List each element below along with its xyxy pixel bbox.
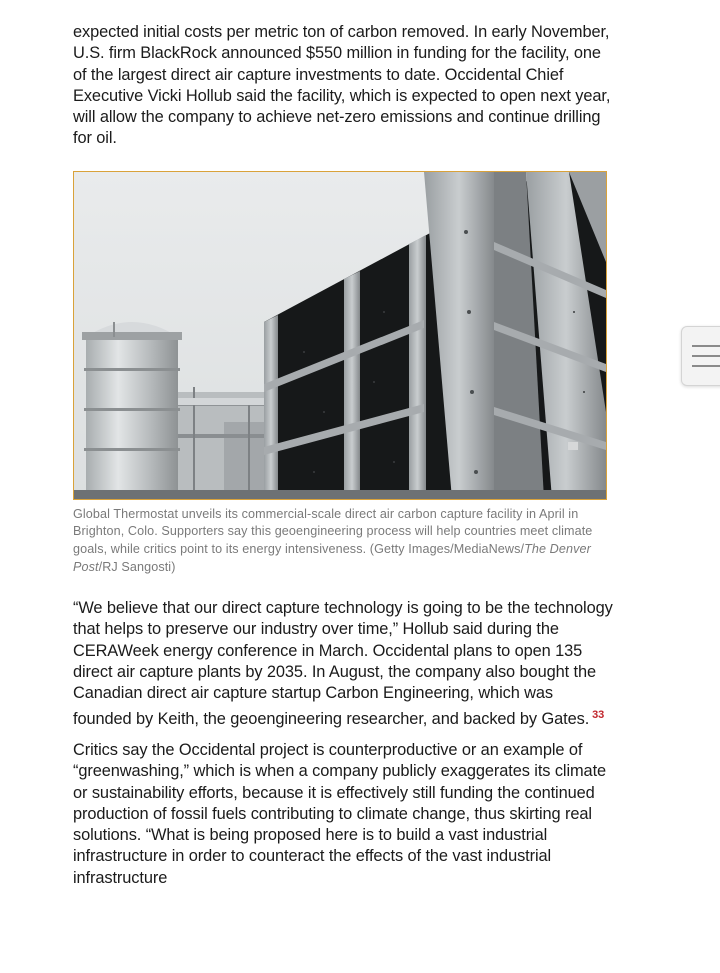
paragraph-2-text: “We believe that our direct capture technology is going to be the technology that helps to preserve our industry over time,” Hollub said during the CERAWeek energy conference in March. Occidental plans to open 135 direct air capture plants by 2035. In August, the company also bought the Canadian direct air capture startup Carbon Engineering, which was founded by Keith, the geoengineering researcher, and backed by Gates. <box>73 599 613 728</box>
facility-photo <box>74 172 606 499</box>
photo-frame <box>73 171 607 500</box>
caption-publication: The Denver Post <box>73 541 591 574</box>
caption-main: Global Thermostat unveils its commercial-scale direct air carbon capture facility in April in Brighton, Colo. Supporters say this geoengineering process will help countries meet climate goals, while critics point to its energy intensiveness. (Getty Images/MediaNews/ <box>73 506 593 556</box>
figure <box>73 171 607 576</box>
figure-caption <box>73 506 607 576</box>
paragraph-2 <box>73 598 613 730</box>
paragraph-3: Critics say the Occidental project is counterproductive or an example of “greenwashing,” which is when a company publicly exaggerates its climate or sustainability efforts, because it is effectively still funding the continued production of fossil fuels contributing to climate change, thus skirting real solutions. “What is being proposed here is to build a vast industrial infrastructure in order to counteract the effects of the vast industrial infrastructure <box>73 740 607 887</box>
caption-credit-end: /RJ Sangosti) <box>98 559 176 574</box>
paragraph-1: expected initial costs per metric ton of carbon removed. In early November, U.S. firm BlackRock announced $550 million in funding for the facility, one of the largest direct air capture investments to date. Occidental Chief Executive Vicki Hollub said the facility, which is expected to open next year, will allow the company to achieve net-zero emissions and continue drilling for oil. <box>73 23 611 148</box>
table-of-contents-tab[interactable] <box>681 326 720 386</box>
footnote-link[interactable]: 33 <box>592 708 605 721</box>
article-body-continued <box>73 598 613 889</box>
article-page <box>73 22 613 889</box>
